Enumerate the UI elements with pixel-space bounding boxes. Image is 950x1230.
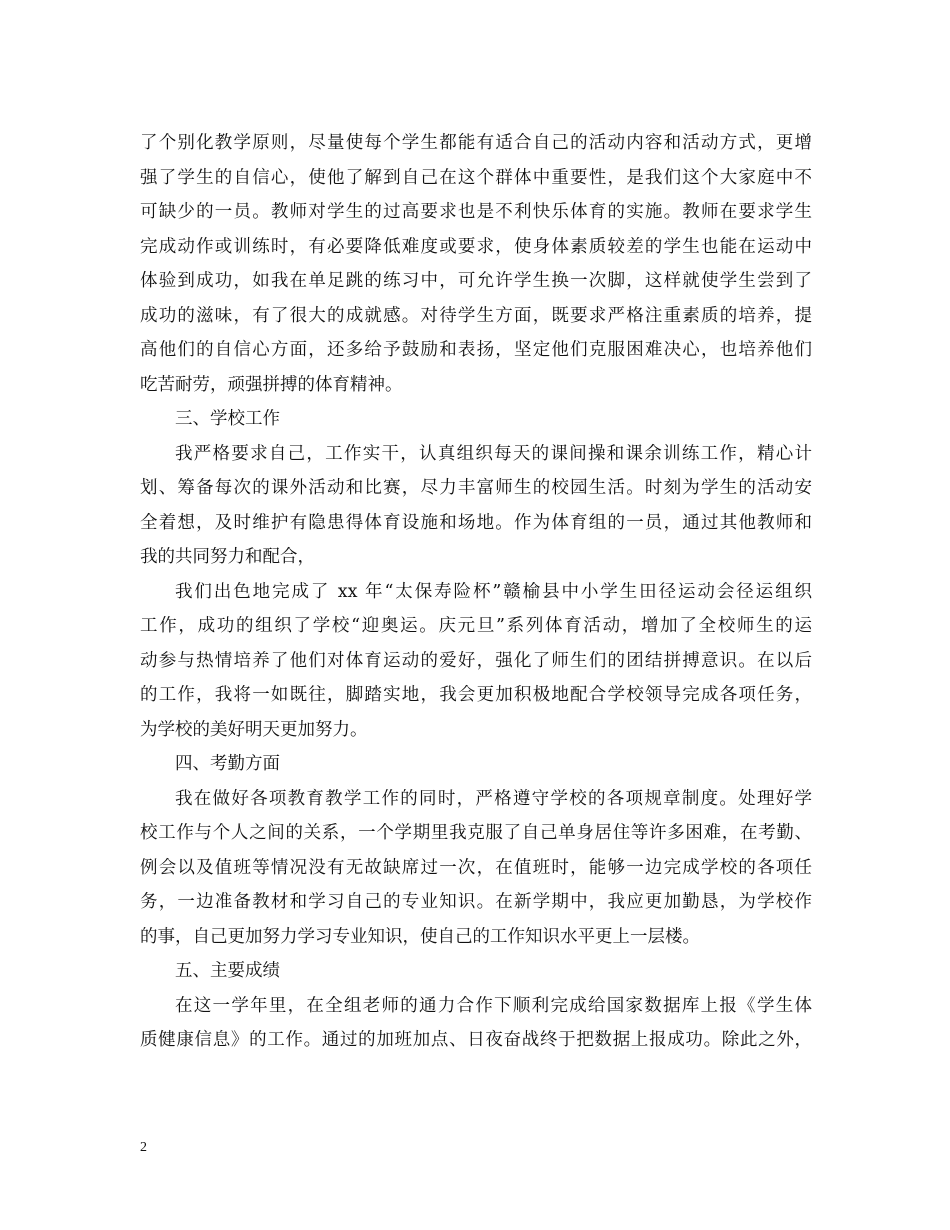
text-line: 务，一边准备教材和学习自己的专业知识。在新学期中，我应更加勤恳，为学校作 (140, 892, 812, 912)
text-line: 例会以及值班等情况没有无故缺席过一次，在值班时，能够一边完成学校的各项任 (140, 857, 812, 878)
text-line: 全着想，及时维护有隐患得体育设施和场地。作为体育组的一员，通过其他教师和 (140, 512, 812, 533)
text-line: 我的共同努力和配合， (140, 547, 315, 567)
page-number: 2 (140, 1140, 147, 1155)
text-line: 的事，自己更加努力学习专业知识，使自己的工作知识水平更上一层楼。 (140, 926, 700, 947)
text-line: 完成动作或训练时，有必要降低难度或要求，使身体素质较差的学生也能在运动中 (140, 236, 812, 257)
text-line: 在这一学年里，在全组老师的通力合作下顺利完成给国家数据库上报《学生体 (175, 995, 812, 1016)
text-line: 成功的滋味，有了很大的成就感。对待学生方面，既要求严格注重素质的培养，提 (140, 305, 812, 326)
section-heading: 四、考勤方面 (175, 754, 280, 774)
text-line: 我在做好各项教育教学工作的同时，严格遵守学校的各项规章制度。处理好学 (175, 788, 812, 809)
text-line: 我们出色地完成了 xx 年“太保寿险杯”赣榆县中小学生田径运动会径运组织 (175, 581, 812, 602)
text-line: 划、筹备每次的课外活动和比赛，尽力丰富师生的校园生活。时刻为学生的活动安 (140, 478, 812, 498)
text-line: 的工作，我将一如既往，脚踏实地，我会更加积极地配合学校领导完成各项任务， (140, 685, 812, 705)
text-line: 吃苦耐劳，顽强拼搏的体育精神。 (140, 374, 403, 395)
text-line: 强了学生的自信心，使他了解到自己在这个群体中重要性，是我们这个大家庭中不 (140, 167, 812, 188)
text-line: 我严格要求自己，工作实干，认真组织每天的课间操和课余训练工作，精心计 (175, 443, 812, 464)
text-line: 动参与热情培养了他们对体育运动的爱好，强化了师生们的团结拼搏意识。在以后 (140, 650, 812, 671)
text-line: 可缺少的一员。教师对学生的过高要求也是不利快乐体育的实施。教师在要求学生 (140, 202, 812, 222)
text-line: 校工作与个人之间的关系，一个学期里我克服了自己单身居住等许多困难，在考勤、 (140, 823, 812, 843)
text-line: 高他们的自信心方面，还多给予鼓励和表扬，坚定他们克服困难决心，也培养他们 (140, 340, 812, 360)
text-line: 为学校的美好明天更加努力。 (140, 719, 368, 740)
section-heading: 三、学校工作 (175, 409, 280, 429)
document-body (140, 126, 812, 1058)
text-line: 质健康信息》的工作。通过的加班加点、日夜奋战终于把数据上报成功。除此之外， (140, 1030, 812, 1050)
text-line: 体验到成功，如我在单足跳的练习中，可允许学生换一次脚，这样就使学生尝到了 (140, 271, 812, 291)
text-line: 了个别化教学原则，尽量使每个学生都能有适合自己的活动内容和活动方式，更增 (140, 133, 812, 153)
section-heading: 五、主要成绩 (175, 961, 280, 981)
text-line: 工作，成功的组织了学校“迎奥运。庆元旦”系列体育活动，增加了全校师生的运 (140, 616, 812, 636)
